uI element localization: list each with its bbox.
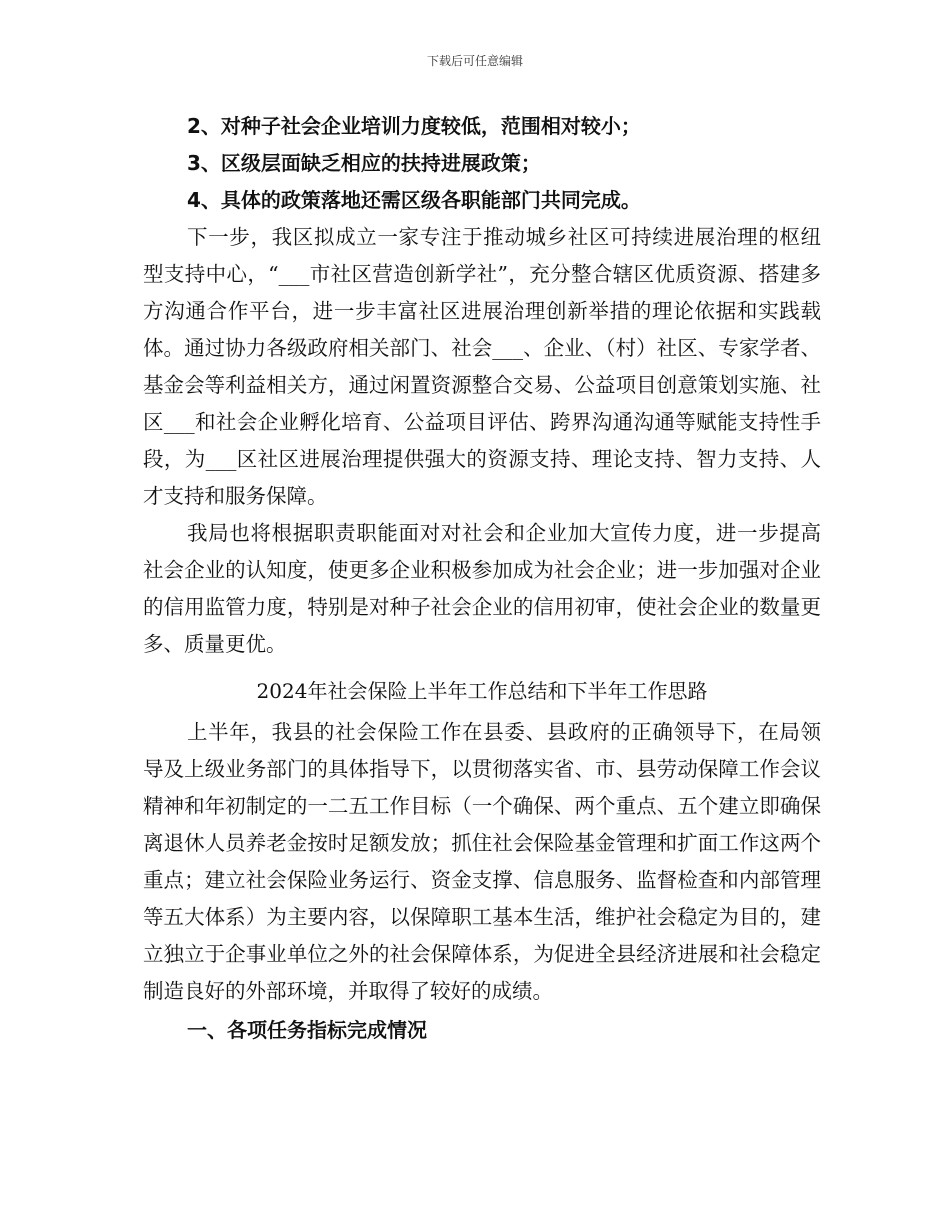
list-item: 4、具体的政策落地还需区级各职能部门共同完成。 [187,188,641,212]
document-title: 2024年社会保险上半年工作总结和下半年工作思路 [256,679,708,703]
list-item: 3、区级层面缺乏相应的扶持进展政策； [187,151,541,175]
document-body [143,108,821,1049]
section-heading: 一、各项任务指标完成情况 [187,1018,427,1042]
paragraph: 上半年，我县的社会保险工作在县委、县政府的正确领导下，在局领导及上级业务部门的具体指导下，以贯彻落实省、市、县劳动保障工作会议精神和年初制定的一二五工作目标（一个确保、两个重点、五个建立即确保离退休人员养老金按时足额发放；抓住社会保险基金管理和扩面工作这两个重点；建立社会保险业务运行、资金支撑、信息服务、监督检查和内部管理等五大体系）为主要内容，以保障职工基本生活，维护社会稳定为目的，建立独立于企事业单位之外的社会保障体系，为促进全县经济进展和社会稳定制造良好的外部环境，并取得了较好的成绩。 [143,720,821,1003]
paragraph: 我局也将根据职责职能面对对社会和企业加大宣传力度，进一步提高社会企业的认知度，使更多企业积极参加成为社会企业；进一步加强对企业的信用监管力度，特别是对种子社会企业的信用初审，使社会企业的数量更多、质量更优。 [143,521,821,656]
paragraph: 下一步，我区拟成立一家专注于推动城乡社区可持续进展治理的枢纽型支持中心，“___市社区营造创新学社”，充分整合辖区优质资源、搭建多方沟通合作平台，进一步丰富社区进展治理创新举措的理论依据和实践载体。通过协力各级政府相关部门、社会___、企业、（村）社区、专家学者、基金会等利益相关方，通过闲置资源整合交易、公益项目创意策划实施、社区___和社会企业孵化培育、公益项目评估、跨界沟通沟通等赋能支持性手段，为___区社区进展治理提供强大的资源支持、理论支持、智力支持、人才支持和服务保障。 [143,225,821,508]
list-item: 2、对种子社会企业培训力度较低，范围相对较小； [187,114,641,138]
download-note: 下载后可任意编辑 [426,54,523,68]
